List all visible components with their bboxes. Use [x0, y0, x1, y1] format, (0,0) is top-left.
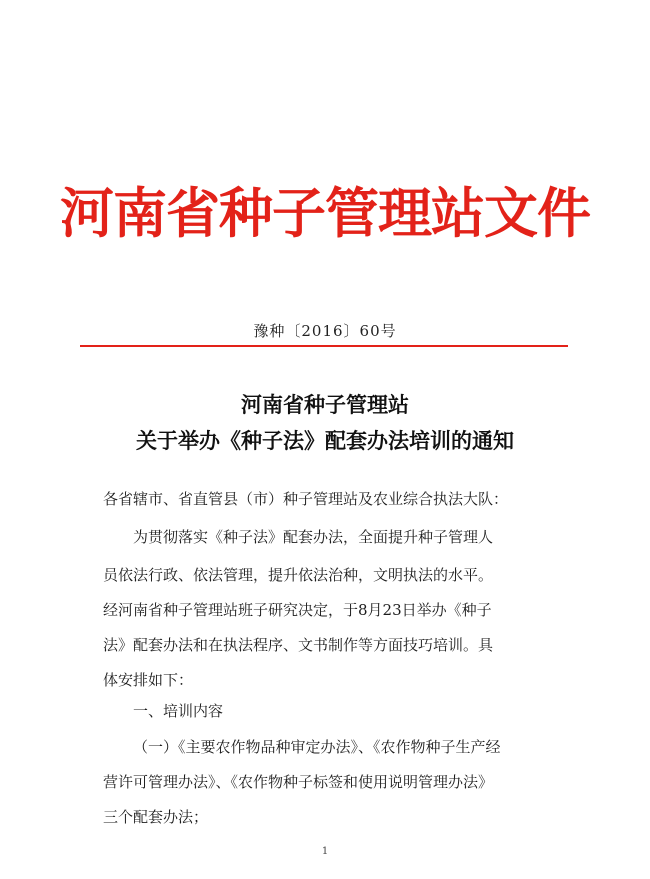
red-divider-line — [80, 345, 568, 347]
notice-title-line-2: 关于举办《种子法》配套办法培训的通知 — [136, 428, 514, 453]
salutation: 各省辖市、省直管县（市）种子管理站及农业综合执法大队： — [103, 490, 509, 508]
body-line: 员依法行政、依法管理，提升依法治种，文明执法的水平。 — [103, 566, 494, 584]
body-line: 体安排如下： — [103, 671, 194, 689]
body-line: 法》配套办法和在执法程序、文书制作等方面技巧培训。具 — [103, 636, 494, 654]
body-line: 营许可管理办法》、《农作物种子标签和使用说明管理办法》 — [103, 773, 494, 791]
body-line: 三个配套办法； — [103, 808, 209, 826]
masthead-title: 河南省种子管理站文件 — [60, 181, 590, 245]
body-line: 为贯彻落实《种子法》配套办法，全面提升种子管理人 — [133, 528, 494, 546]
section-heading: 一、培训内容 — [133, 702, 224, 720]
document-number: 豫种〔2016〕60号 — [253, 322, 397, 340]
body-line: 经河南省种子管理站班子研究决定，于8月23日举办《种子 — [103, 601, 492, 619]
notice-title-line-1: 河南省种子管理站 — [241, 392, 409, 417]
page-number: 1 — [321, 846, 329, 857]
body-line: （一）《主要农作物品种审定办法》、《农作物种子生产经 — [133, 738, 501, 756]
